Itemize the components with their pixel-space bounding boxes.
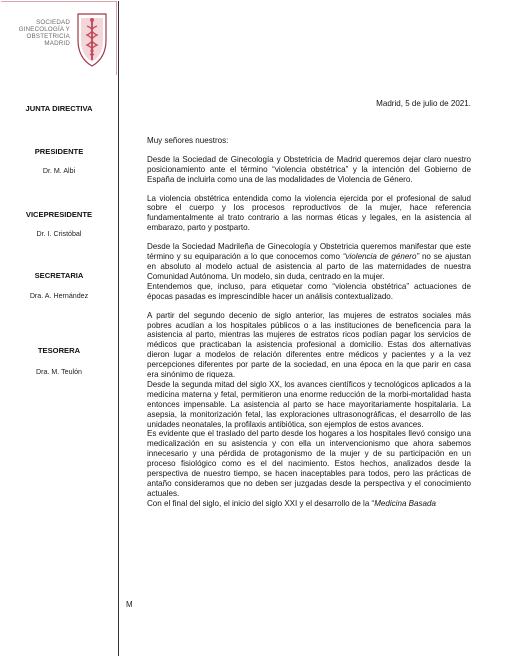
letter-date: Madrid, 5 de julio de 2021. <box>376 99 471 108</box>
role-title-vicepresident: VICEPRESIDENTE <box>25 210 93 219</box>
role-title-president: PRESIDENTE <box>34 147 84 156</box>
letter-greeting: Muy señores nuestros: <box>147 135 229 145</box>
paragraph: Desde la segunda mitad del siglo XX, los avances científicos y tecnológicos aplicados a la medicina materna y fetal, permitieron una enorme reducción de la morbi-mortalidad hasta entonces impensable. La asistencia al parto se hace mayoritariamente hospitalaria. La asepsia, la monitorización fetal, las exploraciones ultrasonográficas, el desarrollo de las unidades neonatales, la profilaxis antibiótica, son ejemplos de estos avances. <box>147 379 471 429</box>
paragraph: Con el final del siglo, el inicio del siglo XXI y el desarrollo de la “Medicina Basada <box>147 498 436 508</box>
logo-text <box>4 19 70 47</box>
paragraph: Desde la Sociedad Madrileña de Ginecología y Obstetricia queremos manifestar que este término y su equiparación a lo que conocemos como “violencia de género” no se ajustan en absoluto al modelo actual de asistencia al parto de las maternidades de nuestra Comunidad Autónoma. Un modelo, sin duda, centrado en la mujer. <box>147 242 471 281</box>
role-name-president: Dr. M. Albi <box>42 167 76 175</box>
role-name-treasurer: Dra. M. Teulón <box>36 368 82 376</box>
paragraph: A partir del segundo decenio de siglo anterior, las mujeres de estratos sociales más pobres acudían a los hospitales públicos o a las instituciones de beneficencia para la asistencia al parto, mientras las mujeres de estratos ricos podían pagar los servicios de médicos que practicaban la asistencia profesional a domicilio. Estas dos alternativas dieron lugar a modelos de relación diferentes entre médicos y pacientes y a la vez percepciones diferentes por parte de la sociedad, en una época en la que parir en casa era sinónimo de riqueza. <box>147 310 471 380</box>
logo-line: GINECOLOGÍA Y <box>18 26 70 33</box>
vertical-divider <box>118 1 119 656</box>
paragraph: Es evidente que el traslado del parto desde los hogares a los hospitales llevó consigo una medicalización en su asistencia y con ella un intervencionismo que ahora sabemos innecesario y una pérdida de protagonismo de la mujer y de su participación en un proceso fisiológico como es el del nacimiento. Estos hechos, analizados desde la perspectiva de nuestro tiempo, se hacen inaceptables para todos, pero las prácticas de antaño consideramos que no deben ser juzgadas desde la perspectiva y el conocimiento actuales. <box>147 429 471 498</box>
logo-line: MADRID <box>44 40 70 47</box>
paragraph: Entendemos que, incluso, para etiquetar como “violencia obstétrica” actuaciones de épocas pasadas es imprescindible hacer un análisis contextualizado. <box>147 281 471 301</box>
society-logo <box>1 1 117 75</box>
logo-line: OBSTETRICIA <box>26 33 70 40</box>
role-name-secretary: Dra. A. Hernández <box>29 292 89 300</box>
emphasis-text: “violencia de género” <box>342 252 420 262</box>
board-heading: JUNTA DIRECTIVA <box>25 104 93 113</box>
margin-mark: M <box>126 600 133 609</box>
emphasis-text: Medicina Basada <box>374 498 436 508</box>
letter-body <box>147 99 471 509</box>
role-title-secretary: SECRETARIA <box>34 271 84 280</box>
logo-line: SOCIEDAD <box>36 19 70 26</box>
paragraph: Desde la Sociedad de Ginecología y Obstetricia de Madrid queremos dejar claro nuestro posicionamiento ante el término “violencia obstétrica” y la intención del Gobierno de España de incluirla como una de las modalidades de Violencia de Género. <box>147 154 471 184</box>
paragraph: La violencia obstétrica entendida como la violencia ejercida por el profesional de salud sobre el cuerpo y los procesos reproductivos de la mujer, hace referencia fundamentalmente al trato contrario a las normas éticas y legales, en la asistencia al embarazo, parto y postparto. <box>147 193 471 233</box>
role-title-treasurer: TESORERA <box>37 346 81 355</box>
role-name-vicepresident: Dr. I. Cristóbal <box>36 230 82 238</box>
caduceus-emblem-icon <box>72 10 112 68</box>
